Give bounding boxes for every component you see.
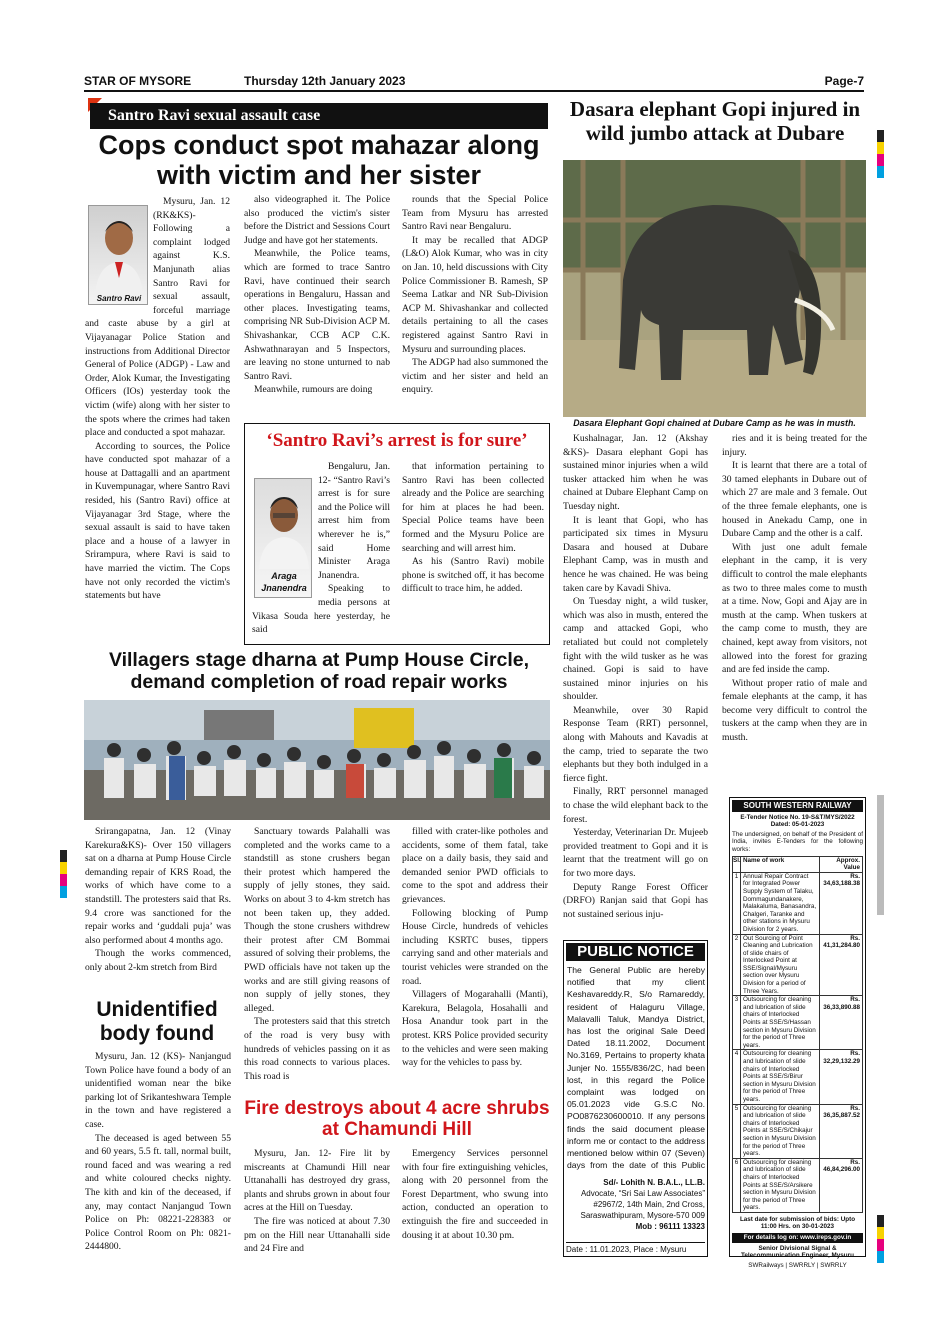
story3-para4: The protesters said that this stretch of the road is very busy with hundreds of vehicles passing on it as this road connects to various places. This road is — [244, 1016, 390, 1082]
story5-col1 — [244, 1147, 390, 1267]
header-name: Name of work — [741, 857, 820, 872]
story1-para4: Meanwhile, the Police teams, which are formed to trace Santro Ravi, have continued their search operations in Bengaluru, Hassan and other places. Investigating teams, comprising NR Sub-Division ACP M. Shivashankar, CCB ACP C.K. Ashwathnarayan and 5 Inspectors, are leaving no stone unturned to nab Santro Ravi. — [244, 248, 390, 382]
masthead — [84, 72, 864, 92]
photo-caption-line1: Araga — [271, 571, 297, 581]
story6-para3: On Tuesday night, a wild tusker, which was also in musth, entered the camp and attacked Gopi, who retaliated but could not completely fight with the wild tusker as he was chained. Gopi is said to have sustained minor injuries on his shoulder. — [563, 596, 708, 703]
elephant-illustration — [563, 160, 866, 417]
advocate-firm: Advocate, “Sri Sai Law Associates” — [580, 1189, 705, 1198]
story4-para2: The deceased is aged between 55 and 60 years, 5.5 ft. tall, normal built, round faced and was wearing a red and white coloured checks nighty. The kith and kin of the deceased, if any, may contact Nanjangud Town Police on Ph: 08221-228383 or Police Control Room on Ph: 0821-2444800. — [85, 1132, 231, 1253]
story3-para6: Following blocking of Pump House Circle, hundreds of vehicles including KSRTC buses, tippers carrying sand and other materials and tourist vehicles were stranded on the road. — [402, 907, 548, 987]
story3-para5: filled with crater-like potholes and accidents, some of them fatal, take place on a daily basis, they said and demanded senior PWD officials to come to the spot and address their grievances. — [402, 826, 548, 905]
public-notice-title: PUBLIC NOTICE — [566, 943, 705, 961]
advocate-address-2: Saraswathipuram, Mysore-570 009 — [580, 1211, 705, 1220]
photo-caption: Santro Ravi — [96, 294, 142, 303]
row-value: Rs. 36,33,890.88 — [823, 996, 860, 1011]
story6-headline: Dasara elephant Gopi injured in wild jumbo attack at Dubare — [569, 97, 861, 145]
railway-title: SOUTH WESTERN RAILWAY — [732, 800, 863, 812]
row-description: Out Sourcing of Point Cleaning and Lubrication of slide chairs of Interlocked Point at SSE/Signal/Mysuru section over Mysuru Division for a period of Three Years. — [741, 935, 820, 996]
story2-para2: Speaking to media persons at Vikasa Souda here yesterday, he said — [252, 583, 390, 636]
story6-para8: ries and it is being treated for the injury. — [722, 433, 867, 458]
row-number: 4 — [733, 1050, 741, 1103]
row-value: Rs. 46,84,296.00 — [823, 1158, 860, 1174]
row-number: 2 — [733, 935, 741, 996]
photo-wrap-spacer-2 — [252, 460, 318, 600]
tender-date: Dated: 05-01-2023 — [770, 821, 825, 829]
elephant-photo-caption: Dasara Elephant Gopi chained at Dubare Camp as he was in musth. — [573, 418, 856, 428]
tender-social-handles: SWRailways | SWRRLY | SWRRLY — [748, 1261, 847, 1269]
story1-para7: It may be recalled that ADGP (L&O) Alok Kumar, who was in city on Jan. 10, held discussions with City Police Commissioner B. Ramesh, SP Seema Latkar and NR Sub-Division ACP M. Shivashankar and collected details pertaining to all the cases registered against Santro Ravi in Mysuru and surrounding places. — [402, 234, 548, 355]
story3-para1: Srirangapatna, Jan. 12 (Vinay Karekura&KS)- Over 150 villagers sat on a dharna at Pump House Circle demanding repair of KRS Road, the works of which have come to a standstill. The protesters said that Rs. 9.4 crore was sanctioned for the repair works and ‘guddali puja’ was also performed about 4 months ago. — [85, 826, 231, 946]
public-notice-signature — [566, 1177, 705, 1232]
story4-para1: Mysuru, Jan. 12 (KS)- Nanjangud Town Police have found a body of an unidentified woman near the bike parking lot of Srikanteshwara Temple in the town and have registered a case. — [85, 1051, 231, 1130]
row-number: 1 — [733, 873, 741, 934]
story1-para3: also videographed it. The Police also produced the victim's sister before the District and Sessions Court Judge and have got her statements. — [244, 194, 390, 246]
story2-para1: Bengaluru, Jan. 12- “Santro Ravi’s arrest is for sure and the Police will arrest him from wherever he is,” said Home Minister Araga Jnanendra. — [318, 461, 390, 581]
advocate-name: Sd/- Lohith N. B.A.L., LL.B. — [603, 1178, 705, 1187]
grey-margin-bar — [877, 795, 884, 915]
tender-signatory: Senior Divisional Signal & Telecommunication Engineer, Mysuru — [741, 1244, 854, 1260]
story5-col2 — [402, 1147, 548, 1267]
row-value: Rs. 41,31,284.80 — [823, 934, 860, 950]
dharna-photo — [84, 700, 550, 820]
row-value: Rs. 34,63,188.38 — [823, 872, 860, 888]
story2-headline: ‘Santro Ravi’s arrest is for sure’ — [266, 430, 528, 451]
photo-wrap-spacer — [85, 195, 153, 308]
row-value: Rs. 32,29,132.29 — [823, 1050, 860, 1065]
issue-date: Thursday 12th January 2023 — [244, 74, 406, 88]
story1-headline: Cops conduct spot mahazar along with victim and her sister — [98, 130, 540, 191]
public-notice-footer: Date : 11.01.2023, Place : Mysuru — [566, 1242, 705, 1254]
story3-para2: Though the works commenced, only about 2-km stretch from Bird — [85, 948, 231, 973]
story2-col2 — [402, 460, 544, 640]
elephant-photo — [563, 160, 866, 417]
row-description: Outsourcing for cleaning and lubrication of slide chairs of Interlocked Points at SSE/S/Birur section in Mysuru Division for the period of Three years. — [741, 1050, 820, 1103]
table-row — [733, 1104, 862, 1158]
table-row — [733, 934, 862, 996]
table-row — [733, 1158, 862, 1212]
story3-para7: Villagers of Mogarahalli (Manti), Karekura, Belagola, Hosahalli and Hosa Anandur took part in the protest. KRS Police provided security to the vehicles and were seen making way for the vehicles to pass by. — [402, 989, 548, 1069]
story1-para1-flow: Mysuru, Jan. 12 (RK&KS)- Following a complaint lodged against K.S. Manjunath alias Santro Ravi for sexual assault, forceful marriage and caste abuse by a girl at Vijayanagar Police Station and instructions from Additional Director General of Police (ADGP) - Law and Order, Alok Kumar, the Investigating Officers (IOs) yesterday took the victim (wife) along with her sister to the spots where the crimes had taken place and conducted a spot mahazar. — [85, 196, 230, 439]
row-description: Outsourcing for cleaning and lubrication of slide chairs of Interlocked Points at SSE/S/Chikajur section in Mysuru Division for the period of Three years. — [741, 1105, 820, 1158]
tender-table-header — [733, 857, 862, 872]
railway-tender-ad — [729, 797, 866, 1269]
story6-para2: It is leant that Gopi, who has participated six times in Mysuru Dasara and housed at Dubare Elephant Camp, was in musth and hence he was chained. He was being taken care by Kavadi Shiva. — [563, 514, 708, 594]
story3-para3: Sanctuary towards Palahalli was completed and the works came to a standstill as stone crushers began their protest which hampered the supply of jelly stones, they said. Works on about 3 to 4-km stretch has not been taken up, they added. Though the stone crushers withdrew their protest after CM Bommai assured of solving their problems, the PWD officials have not taken up the works and are still giving reasons of non supply of jelly stones, they alleged. — [244, 826, 390, 1014]
advocate-mobile: Mob : 96111 13323 — [635, 1222, 705, 1231]
story6-para11: Without proper ratio of male and female elephants at the camp, it has become very difficult to control the tuskers at the camp when they are in musth. — [722, 677, 867, 744]
header-value: Approx. Value — [836, 856, 860, 872]
row-number: 5 — [733, 1105, 741, 1158]
story-kicker: Santro Ravi sexual assault case — [90, 103, 548, 129]
story1-para2: According to sources, the Police have conducted spot mahazar of a house at Dattagalli and an apartment in Kuvempunagar, where Santro Ravi resided, his (Santro Ravi) office at Vijayanagar 3rd Stage, where the sexual assault is said to have taken place and a house of a lawyer in Srirampura, where Ravi is said to have married the victim. The Cops have not only recorded the victim's statements but have — [85, 440, 230, 602]
story6-para6: Yesterday, Veterinarian Dr. Mujeeb provided treatment to Gopi and it is learnt that the treatment will go on for two more days. — [563, 827, 708, 879]
color-registration-bar-top — [877, 130, 884, 178]
tender-last-date: Last date for submission of bids: Upto 11:00 Hrs. on 30-01-2023 — [739, 1215, 856, 1231]
story6-para9: It is learnt that there are a total of 30 tamed elephants in Dubare out of which 27 are male and 3 female. Out of the three female elephants, one is housed in Anekadu Camp, one in Dubare Camp and the other is a calf. — [722, 460, 867, 540]
tender-notice-number: E-Tender Notice No. 19-S&T/MYS/2022 — [740, 813, 855, 821]
story5-para2: The fire was noticed at about 7.30 pm on the Hill near Uttanahalli side and 24 Fire and — [244, 1215, 390, 1255]
story6-col1 — [563, 432, 708, 940]
story4-col — [85, 1050, 231, 1265]
story6-para10: With just one adult female elephant in the camp, it is very difficult to control the male elephants as two to three males come to musth at a time. Now, Gopi and Ajay are in musth at the camp. When tuskers at the camp come to musth, they are chained, kept away from visitors, not allowed into the forest for grazing and are fed inside the camp. — [722, 541, 867, 676]
row-number: 6 — [733, 1159, 741, 1212]
story6-col2 — [722, 432, 867, 787]
story1-col2 — [244, 193, 390, 418]
paper-name: STAR OF MYSORE — [84, 74, 192, 88]
table-row — [733, 872, 862, 934]
story3-col1 — [85, 825, 231, 995]
story5-para1: Mysuru, Jan. 12- Fire lit by miscreants at Chamundi Hill near Uttanahalli has destroyed dry grass, plants and shrubs grown in about four acres at the Hill on Tuesday. — [244, 1148, 390, 1214]
table-row — [733, 995, 862, 1049]
story1-para5: Meanwhile, rumours are doing — [254, 384, 373, 396]
row-number: 3 — [733, 996, 741, 1049]
story6-para1: Kushalnagar, Jan. 12 (Akshay &KS)- Dasara elephant Gopi has sustained minor injuries when a wild tusker attacked him when he was chained at Dubare Elephant Camp on Tuesday night. — [563, 433, 708, 512]
story6-para4: Meanwhile, over 30 Rapid Response Team (RRT) personnel, along with Mahouts and Kavadis at the camp, tried to separate the two elephants but they both indulged in a fierce fight. — [563, 704, 708, 784]
story3-col3 — [402, 825, 548, 1095]
story2-para3: that information pertaining to Santro Ravi has been collected already and the Police are searching for him at places he had been. Special Police teams have been formed and the Mysuru Police are searching and will arrest him. — [402, 461, 544, 554]
row-description: Outsourcing for cleaning and lubrication of slide chairs of Interlocked Points at SSE/S/Hassan section in Mysuru Division for the period of Three years. — [741, 996, 820, 1049]
story2-para4: As his (Santro Ravi) mobile phone is switched off, it has become difficult to trace him, he added. — [402, 556, 544, 595]
header-sl: Sl. — [733, 857, 741, 872]
tender-table — [732, 856, 863, 1213]
story5-para3: Emergency Services personnel with four fire extinguishing vehicles, along with 20 personnel from the Forest Department, who swung into action, conducted an operation to extinguish the fire and succeeded in dousing it at about 10.30 pm. — [402, 1148, 548, 1241]
row-description: Annual Repair Contract for Integrated Power Supply System of Talaku, Dommagundanakere, Malakaluma, Banasandra, Chalgeri, Taranke and other stations in Mysuru Division for 2 years. — [741, 873, 820, 934]
story5-headline: Fire destroys about 4 acre shrubs at Chamundi Hill — [244, 1098, 550, 1141]
story4-headline: Unidentified body found — [96, 998, 218, 1045]
story3-headline: Villagers stage dharna at Pump House Circle, demand completion of road repair works — [108, 649, 530, 693]
story2-col1 — [252, 460, 390, 640]
table-row — [733, 1049, 862, 1103]
page-number: Page-7 — [824, 74, 864, 88]
color-registration-bar-left — [60, 850, 67, 898]
public-notice-body — [567, 964, 705, 1174]
story1-para8: The ADGP had also summoned the victim and her sister and held an enquiry. — [402, 357, 548, 396]
color-registration-bar-bottom — [877, 1215, 884, 1263]
advocate-address-1: #2967/2, 14th Main, 2nd Cross, — [593, 1200, 705, 1209]
row-value: Rs. 36,35,887.52 — [823, 1104, 860, 1120]
story1-para6: rounds that the Special Police Team from Mysuru has arrested Santro Ravi near Bengaluru. — [402, 194, 548, 233]
public-notice-text: The General Public are hereby notified that my client Keshavareddy.R, S/o Ramareddy, resident of Halaguru Village, Malavalli Taluk, Mandya District, has lost the original Sale Deed Dated 18.11.2002, Document No.3169, Pertains to property khata Junjer No. 1555/836/2C, had been lost, in this regard the Police complaint was lodged on 05.01.2023 vide G.S.C No. PO0876230600010. If any persons finds the said document please inform me or contact to the address mentioned below within 07 (Seven) days from the date of this Public — [567, 965, 705, 1171]
row-description: Outsourcing for cleaning and lubrication of slide chairs of Interlocked Points at SSE/S/Arsikere section in Mysuru Division for the period of Three years. — [741, 1159, 820, 1212]
tender-portal: For details log on: www.ireps.gov.in — [732, 1233, 863, 1243]
crowd-illustration — [84, 700, 550, 820]
story6-para5: Finally, RRT personnel managed to chase the wild elephant back to the forest. — [563, 786, 708, 825]
story1-col3 — [402, 193, 548, 418]
photo-caption-line2: Jnanendra — [261, 583, 307, 593]
tender-intro: The undersigned, on behalf of the President of India, invites E-Tenders for the following works: — [732, 830, 863, 853]
story6-para7: Deputy Range Forest Officer (DRFO) Ranjan said that Gopi has not sustained serious inju- — [563, 881, 708, 920]
story1-col1 — [85, 195, 230, 640]
story3-col2 — [244, 825, 390, 1095]
